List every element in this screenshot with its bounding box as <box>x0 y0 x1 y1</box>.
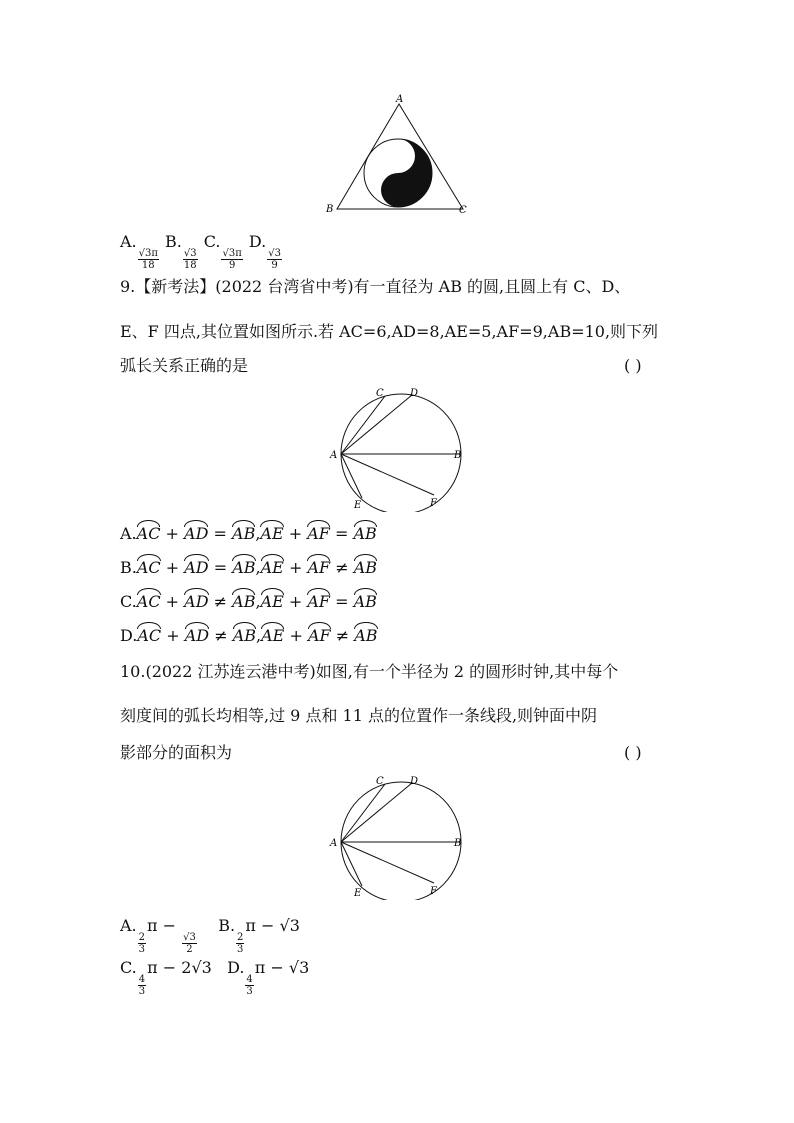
label-a: A <box>330 450 338 461</box>
label-c: C <box>376 388 384 399</box>
q10-line1: 10.(2022 江苏连云港中考)如图,有一个半径为 2 的圆形时钟,其中每个 <box>120 662 619 681</box>
q10-answer-paren: ( ) <box>624 743 642 762</box>
label-e: E <box>354 500 362 511</box>
q10-options-row2: C. $\frac{4}{3}$ π − 2√3 D. $\frac{4}{3}$ π − √3 <box>120 958 310 997</box>
label-b: B <box>454 450 462 461</box>
q9-option-d: D.AC + AD ≠ AB,AE + AF ≠ AB <box>120 626 378 645</box>
q9-line3: 弧长关系正确的是 <box>120 356 249 375</box>
label-c: C <box>376 776 384 787</box>
label-c: C <box>459 205 467 216</box>
q9-line2: E、F 四点,其位置如图所示.若 AC=6,AD=8,AE=5,AF=9,AB=10,则下列 <box>120 322 659 341</box>
q10-line2: 刻度间的弧长均相等,过 9 点和 11 点的位置作一条线段,则钟面中阴 <box>120 706 598 725</box>
label-f: F <box>430 498 437 509</box>
q9-answer-paren: ( ) <box>624 356 642 375</box>
label-d: D <box>410 388 419 399</box>
label-e: E <box>354 888 362 899</box>
q9-option-b: B.AC + AD = AB,AE + AF ≠ AB <box>120 558 378 577</box>
label-b: B <box>454 838 462 849</box>
label-a: A <box>396 94 404 105</box>
label-b: B <box>326 204 334 215</box>
circle-chords-figure-q10 <box>326 772 466 900</box>
label-d: D <box>410 776 419 787</box>
label-a: A <box>330 838 338 849</box>
q10-options-row1: A. $\frac{2}{3}$ π − $\frac{√3}{2}$ B. $\frac{2}{3}$ π − √3 <box>120 916 300 955</box>
q9-line1: 9.【新考法】(2022 台湾省中考)有一直径为 AB 的圆,且圆上有 C、D、 <box>120 277 631 296</box>
label-f: F <box>430 886 437 897</box>
q9-option-c: C.AC + AD ≠ AB,AE + AF = AB <box>120 592 377 611</box>
q10-line3: 影部分的面积为 <box>120 743 233 762</box>
q9-option-a: A.AC + AD = AB,AE + AF = AB <box>120 524 377 543</box>
q8-options: A. $\frac{√3\pi}{18}$ B. $\frac{√3}{18}$ C. $\frac{√3\pi}{9}$ D. $\frac{√3}{9}$ <box>120 232 281 271</box>
circle-chords-figure-q9 <box>326 384 466 512</box>
triangle-taiji-figure <box>320 92 480 217</box>
